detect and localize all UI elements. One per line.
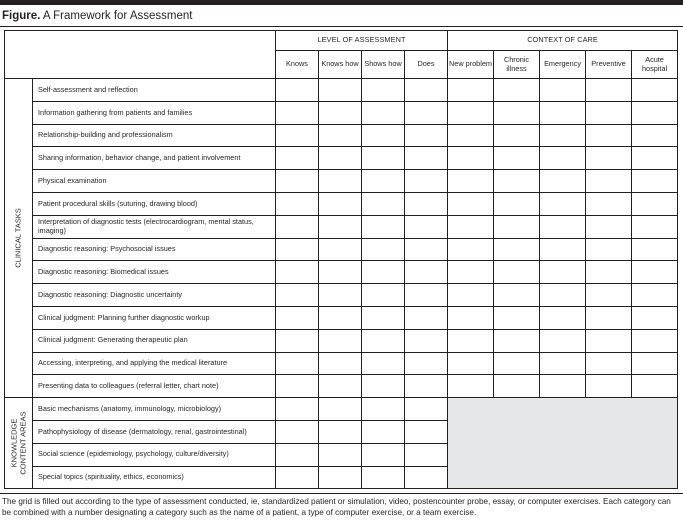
grid-cell — [494, 352, 540, 375]
column-header-level: Knows how — [319, 51, 362, 79]
grid-cell — [494, 101, 540, 124]
grid-cell — [494, 238, 540, 261]
grid-cell — [494, 215, 540, 238]
grid-cell — [448, 261, 494, 284]
grid-cell — [540, 238, 586, 261]
grid-cell — [276, 398, 319, 421]
grid-cell — [405, 192, 448, 215]
grid-cell — [448, 215, 494, 238]
grid-cell — [632, 215, 678, 238]
grid-cell — [405, 261, 448, 284]
grid-cell — [362, 284, 405, 307]
assessment-framework-table — [4, 30, 678, 489]
grid-cell — [632, 261, 678, 284]
grid-cell — [362, 352, 405, 375]
grid-cell — [276, 443, 319, 466]
grid-cell — [362, 306, 405, 329]
grid-cell — [586, 306, 632, 329]
grid-cell — [405, 101, 448, 124]
table-row-clinical-task — [5, 79, 678, 102]
grid-cell — [276, 124, 319, 147]
grid-cell — [362, 124, 405, 147]
grid-cell — [405, 352, 448, 375]
grid-cell — [319, 238, 362, 261]
grid-cell — [494, 261, 540, 284]
grid-cell — [405, 238, 448, 261]
grid-cell — [276, 238, 319, 261]
grid-cell — [448, 101, 494, 124]
grid-cell — [405, 147, 448, 170]
grid-cell — [586, 261, 632, 284]
grid-cell — [362, 398, 405, 421]
grid-cell — [586, 170, 632, 193]
figure-title — [2, 10, 192, 22]
grid-cell — [405, 170, 448, 193]
grid-cell — [319, 101, 362, 124]
grid-cell — [362, 79, 405, 102]
grid-cell — [586, 124, 632, 147]
grid-cell — [405, 284, 448, 307]
bottom-rule — [0, 493, 683, 494]
row-label: Self-assessment and reflection — [33, 79, 276, 102]
grid-cell — [540, 79, 586, 102]
column-header-context: Preventive — [586, 51, 632, 79]
grid-cell — [319, 352, 362, 375]
grid-cell — [362, 238, 405, 261]
grid-cell — [405, 215, 448, 238]
table-row-clinical-task — [5, 192, 678, 215]
grid-cell — [276, 284, 319, 307]
grid-cell — [632, 306, 678, 329]
grid-cell — [540, 170, 586, 193]
grid-cell — [586, 215, 632, 238]
column-header-context: Chronic illness — [494, 51, 540, 79]
top-rule — [0, 0, 683, 5]
grid-cell — [362, 443, 405, 466]
grid-cell — [276, 352, 319, 375]
grid-cell — [448, 170, 494, 193]
grid-cell — [632, 170, 678, 193]
grid-cell — [448, 124, 494, 147]
grid-cell — [319, 215, 362, 238]
grid-cell — [448, 147, 494, 170]
grid-cell — [405, 375, 448, 398]
grid-cell — [276, 215, 319, 238]
section-label-knowledge-text: KNOWLEDGE CONTENT AREAS — [8, 411, 27, 475]
grid-cell — [405, 329, 448, 352]
grid-cell — [362, 420, 405, 443]
table-row-clinical-task — [5, 170, 678, 193]
grid-cell — [276, 170, 319, 193]
grid-cell — [448, 375, 494, 398]
column-header-level: Shows how — [362, 51, 405, 79]
grid-cell — [632, 79, 678, 102]
row-label: Clinical judgment: Planning further diagnostic workup — [33, 306, 276, 329]
grid-cell — [405, 420, 448, 443]
grid-cell — [586, 147, 632, 170]
grid-cell — [405, 79, 448, 102]
grid-cell — [540, 261, 586, 284]
grid-cell — [540, 215, 586, 238]
grid-cell — [276, 79, 319, 102]
grid-cell — [586, 192, 632, 215]
grid-cell — [276, 306, 319, 329]
table-row-clinical-task — [5, 124, 678, 147]
grid-cell — [362, 375, 405, 398]
table-row-clinical-task — [5, 329, 678, 352]
section-label-knowledge-content-areas — [5, 398, 33, 489]
grid-cell — [494, 284, 540, 307]
context-shaded-block — [448, 398, 678, 489]
row-label: Diagnostic reasoning: Biomedical issues — [33, 261, 276, 284]
row-label: Presenting data to colleagues (referral letter, chart note) — [33, 375, 276, 398]
grid-cell — [586, 352, 632, 375]
grid-cell — [540, 192, 586, 215]
grid-cell — [362, 101, 405, 124]
grid-cell — [448, 306, 494, 329]
grid-cell — [362, 192, 405, 215]
row-label: Diagnostic reasoning: Diagnostic uncertainty — [33, 284, 276, 307]
grid-cell — [586, 284, 632, 307]
column-header-context: New problem — [448, 51, 494, 79]
grid-cell — [540, 284, 586, 307]
grid-cell — [448, 284, 494, 307]
column-header-context: Emergency — [540, 51, 586, 79]
header-level-of-assessment: LEVEL OF ASSESSMENT — [276, 31, 448, 51]
grid-cell — [632, 284, 678, 307]
row-label: Physical examination — [33, 170, 276, 193]
grid-cell — [632, 124, 678, 147]
table-row-clinical-task — [5, 147, 678, 170]
grid-cell — [319, 329, 362, 352]
grid-cell — [319, 192, 362, 215]
grid-cell — [586, 79, 632, 102]
grid-cell — [494, 79, 540, 102]
row-label: Interpretation of diagnostic tests (electrocardiogram, mental status, imaging) — [33, 215, 276, 238]
row-label: Accessing, interpreting, and applying the medical literature — [33, 352, 276, 375]
row-label: Diagnostic reasoning: Psychosocial issues — [33, 238, 276, 261]
grid-cell — [319, 443, 362, 466]
row-label: Sharing information, behavior change, and patient involvement — [33, 147, 276, 170]
table-row-clinical-task — [5, 352, 678, 375]
grid-cell — [448, 79, 494, 102]
column-header-context: Acute hospital — [632, 51, 678, 79]
figure-label: Figure. — [2, 10, 41, 22]
header-row-groups — [5, 31, 678, 51]
row-label: Pathophysiology of disease (dermatology, renal, gastrointestinal) — [33, 420, 276, 443]
grid-cell — [319, 466, 362, 489]
row-label: Clinical judgment: Generating therapeutic plan — [33, 329, 276, 352]
grid-cell — [448, 352, 494, 375]
grid-cell — [632, 101, 678, 124]
grid-cell — [494, 147, 540, 170]
column-header-level: Does — [405, 51, 448, 79]
table-row-clinical-task — [5, 375, 678, 398]
grid-cell — [494, 192, 540, 215]
table-row-clinical-task — [5, 284, 678, 307]
figure-title-text: A Framework for Assessment — [42, 10, 193, 22]
grid-cell — [586, 101, 632, 124]
grid-cell — [276, 329, 319, 352]
grid-cell — [362, 215, 405, 238]
grid-cell — [494, 329, 540, 352]
grid-cell — [362, 466, 405, 489]
row-label: Information gathering from patients and families — [33, 101, 276, 124]
grid-cell — [276, 192, 319, 215]
grid-cell — [494, 375, 540, 398]
row-label: Social science (epidemiology, psychology, culture/diversity) — [33, 443, 276, 466]
grid-cell — [494, 170, 540, 193]
grid-cell — [362, 261, 405, 284]
grid-cell — [405, 398, 448, 421]
grid-cell — [319, 420, 362, 443]
grid-cell — [276, 375, 319, 398]
grid-cell — [540, 352, 586, 375]
grid-cell — [319, 124, 362, 147]
grid-cell — [362, 170, 405, 193]
grid-cell — [632, 352, 678, 375]
grid-cell — [276, 101, 319, 124]
grid-cell — [319, 79, 362, 102]
grid-cell — [448, 238, 494, 261]
table-row-clinical-task — [5, 101, 678, 124]
grid-cell — [494, 306, 540, 329]
table-row-clinical-task — [5, 261, 678, 284]
grid-cell — [632, 192, 678, 215]
table-row-clinical-task — [5, 306, 678, 329]
header-corner — [5, 31, 276, 79]
grid-cell — [319, 284, 362, 307]
title-rule — [0, 26, 683, 27]
grid-cell — [632, 329, 678, 352]
grid-cell — [276, 147, 319, 170]
grid-cell — [540, 329, 586, 352]
section-label-clinical-tasks — [5, 79, 33, 398]
grid-cell — [540, 147, 586, 170]
grid-cell — [405, 306, 448, 329]
row-label: Patient procedural skills (suturing, drawing blood) — [33, 192, 276, 215]
table-row-clinical-task — [5, 215, 678, 238]
table-row-clinical-task — [5, 238, 678, 261]
grid-cell — [405, 443, 448, 466]
grid-cell — [586, 329, 632, 352]
grid-cell — [405, 466, 448, 489]
grid-cell — [632, 238, 678, 261]
grid-cell — [276, 420, 319, 443]
grid-cell — [540, 306, 586, 329]
grid-cell — [319, 147, 362, 170]
grid-cell — [540, 375, 586, 398]
grid-cell — [319, 261, 362, 284]
figure-footnote: The grid is filled out according to the type of assessment conducted, ie, standardized patient or simulation, video, postencounter probe, essay, or computer exercises. Each category can be combined with a number designating a category such as the name of a patient, a type of computer exercise, or a team exercise. — [2, 497, 671, 517]
section-label-clinical-tasks-text: CLINICAL TASKS — [13, 208, 23, 268]
row-label: Special topics (spirituality, ethics, economics) — [33, 466, 276, 489]
grid-cell — [448, 192, 494, 215]
row-label: Basic mechanisms (anatomy, immunology, microbiology) — [33, 398, 276, 421]
grid-cell — [319, 375, 362, 398]
row-label: Relationship-building and professionalism — [33, 124, 276, 147]
grid-cell — [540, 101, 586, 124]
grid-cell — [405, 124, 448, 147]
grid-cell — [632, 147, 678, 170]
grid-cell — [540, 124, 586, 147]
table-row-knowledge-area — [5, 398, 678, 421]
grid-cell — [276, 261, 319, 284]
grid-cell — [586, 238, 632, 261]
grid-cell — [319, 306, 362, 329]
header-context-of-care: CONTEXT OF CARE — [448, 31, 678, 51]
column-header-level: Knows — [276, 51, 319, 79]
grid-cell — [362, 329, 405, 352]
grid-cell — [319, 398, 362, 421]
grid-cell — [494, 124, 540, 147]
grid-cell — [632, 375, 678, 398]
grid-cell — [362, 147, 405, 170]
grid-cell — [319, 170, 362, 193]
grid-cell — [276, 466, 319, 489]
grid-cell — [448, 329, 494, 352]
grid-cell — [586, 375, 632, 398]
